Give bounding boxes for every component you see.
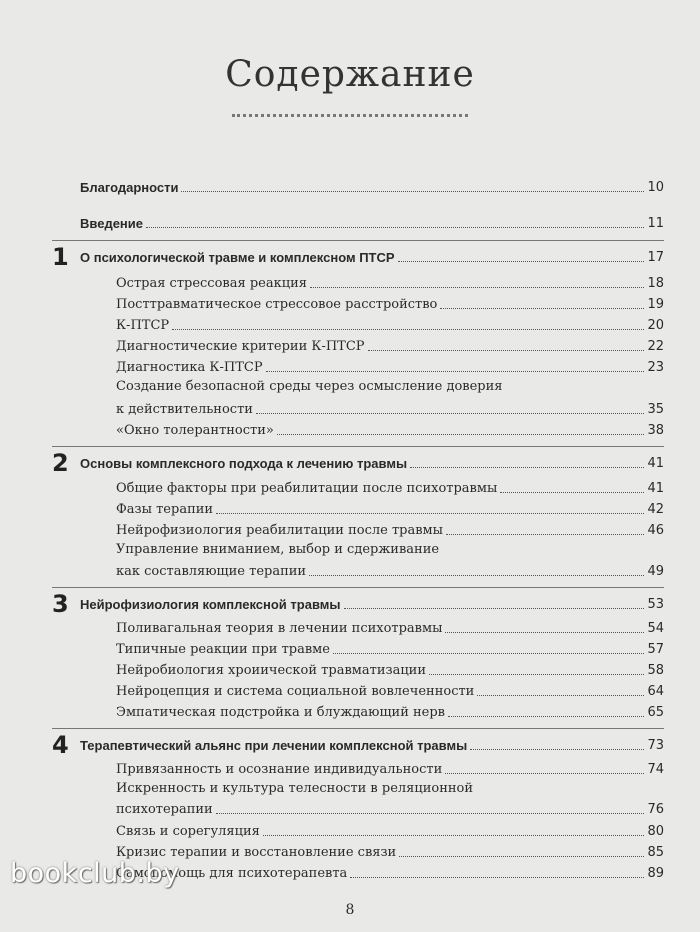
leader-dots [368,350,645,351]
toc-entry-label: Эмпатическая подстройка и блуждающий нерв [116,705,446,720]
toc-entry[interactable] [116,758,664,778]
title-underline [232,114,468,117]
chapter-title: О психологической травме и комплексном ПТСР [80,250,395,265]
leader-dots [445,632,644,633]
toc-entry-label-line1: Управление вниманием, выбор и сдерживание [116,542,440,557]
toc-entry[interactable] [116,617,664,637]
leader-dots [445,773,644,774]
leader-dots [440,308,644,309]
toc-entry-page: 54 [647,621,664,636]
toc-entry[interactable] [80,176,664,196]
chapter-title: Нейрофизиология комплексной травмы [80,597,341,612]
leader-dots [333,653,644,654]
toc-entry[interactable] [116,659,664,679]
leader-dots [350,877,644,878]
toc-entry-label: психотерапии [116,802,213,817]
leader-dots [477,695,644,696]
leader-dots [266,371,645,372]
toc-entry[interactable] [80,212,664,232]
toc-entry-page: 76 [647,802,664,817]
toc-entry[interactable] [116,841,664,861]
leader-dots [310,287,645,288]
leader-dots [256,413,645,414]
chapter-page: 17 [647,250,664,265]
toc-entry-label: Фазы терапии [116,502,214,517]
leader-dots [429,674,644,675]
chapter-number: 3 [52,590,69,618]
toc-entry[interactable] [116,560,664,580]
leader-dots [399,856,644,857]
toc-entry-label: Общие факторы при реабилитации после психотравмы [116,481,498,496]
toc-entry-page: 10 [647,180,664,195]
chapter-number: 2 [52,449,69,477]
toc-entry-label: Посттравматическое стрессовое расстройство [116,297,438,312]
toc-entry[interactable] [116,272,664,292]
toc-entry-page: 41 [647,481,664,496]
toc-entry[interactable] [116,798,664,818]
toc-entry-label: Типичные реакции при травме [116,642,330,657]
chapter-heading[interactable] [80,734,664,754]
toc-entry-page: 23 [647,360,664,375]
toc-entry-label: Острая стрессовая реакция [116,276,307,291]
leader-dots [448,716,644,717]
toc-entry-page: 38 [647,423,664,438]
leader-dots [446,534,644,535]
leader-dots [344,608,645,609]
toc-entry-label: Поливагальная теория в лечении психотравмы [116,621,443,636]
chapter-number: 4 [52,731,69,759]
toc-entry[interactable] [116,398,664,418]
leader-dots [216,513,644,514]
toc-entry[interactable] [116,680,664,700]
toc-entry-label-line1: Создание безопасной среды через осмысление доверия [116,379,503,394]
toc-entry[interactable] [116,498,664,518]
leader-dots [181,191,644,192]
toc-entry-label: Нейрофизиология реабилитации после травмы [116,523,443,538]
toc-entry-label: Введение [80,216,143,231]
toc-entry-label: Кризис терапии и восстановление связи [116,845,397,860]
toc-entry-label: Благодарности [80,180,179,195]
chapter-title: Основы комплексного подхода к лечению травмы [80,456,408,471]
toc-entry-page: 65 [647,705,664,720]
page-title: Содержание [225,54,475,95]
toc-entry[interactable] [116,862,664,882]
toc-entry-page: 57 [647,642,664,657]
watermark: bookclub.by [10,858,180,889]
toc-entry-page: 22 [647,339,664,354]
chapter-divider [52,446,664,447]
leader-dots [172,329,644,330]
toc-entry-page: 64 [647,684,664,699]
toc-entry[interactable] [116,314,664,334]
chapter-heading[interactable] [80,593,664,613]
toc-entry-page: 42 [647,502,664,517]
toc-entry-page: 19 [647,297,664,312]
chapter-page: 73 [647,738,664,753]
toc-entry-page: 35 [647,402,664,417]
toc-entry[interactable] [116,519,664,539]
chapter-number: 1 [52,243,69,271]
leader-dots [309,575,644,576]
toc-entry-label: Диагностические критерии К-ПТСР [116,339,365,354]
leader-dots [398,261,645,262]
toc-entry-page: 58 [647,663,664,678]
chapter-divider [52,240,664,241]
leader-dots [146,227,644,228]
toc-entry-label: «Окно толерантности» [116,423,274,438]
chapter-heading[interactable] [80,246,664,266]
toc-entry-label: Диагностика К-ПТСР [116,360,263,375]
toc-entry-page: 46 [647,523,664,538]
toc-entry-label: Привязанность и осознание индивидуальности [116,762,443,777]
leader-dots [263,835,645,836]
toc-entry-page: 85 [647,845,664,860]
toc-entry[interactable] [116,820,664,840]
chapter-heading[interactable] [80,452,664,472]
toc-entry-page: 74 [647,762,664,777]
toc-entry-label-line1: Искренность и культура телесности в реляционной [116,781,474,796]
toc-entry-page: 89 [647,866,664,881]
toc-entry-label: к действительности [116,402,253,417]
chapter-title: Терапевтический альянс при лечении комплексной травмы [80,738,468,753]
toc-entry-page: 18 [647,276,664,291]
toc-entry-page: 80 [647,824,664,839]
chapter-page: 53 [647,597,664,612]
chapter-divider [52,728,664,729]
chapter-page: 41 [647,456,664,471]
leader-dots [470,749,644,750]
leader-dots [277,434,645,435]
toc-entry-label: как составляющие терапии [116,564,307,579]
page-number: 8 [345,902,355,918]
toc-entry[interactable] [116,335,664,355]
toc-entry-label: Связь и сорегуляция [116,824,260,839]
toc-entry[interactable] [116,293,664,313]
toc-entry-label: К-ПТСР [116,318,170,333]
toc-entry[interactable] [116,638,664,658]
leader-dots [410,467,644,468]
toc-entry-page: 11 [647,216,664,231]
toc-entry[interactable] [116,477,664,497]
toc-entry-label: Самопомощь для психотерапевта [116,866,348,881]
toc-entry-label: Нейробиология хроиической травматизации [116,663,427,678]
toc-entry-page: 20 [647,318,664,333]
toc-entry[interactable] [116,419,664,439]
leader-dots [216,813,645,814]
chapter-divider [52,587,664,588]
toc-entry-label: Нейроцепция и система социальной вовлеченности [116,684,475,699]
toc-entry-page: 49 [647,564,664,579]
leader-dots [500,492,644,493]
toc-entry[interactable] [116,356,664,376]
toc-entry[interactable] [116,701,664,721]
